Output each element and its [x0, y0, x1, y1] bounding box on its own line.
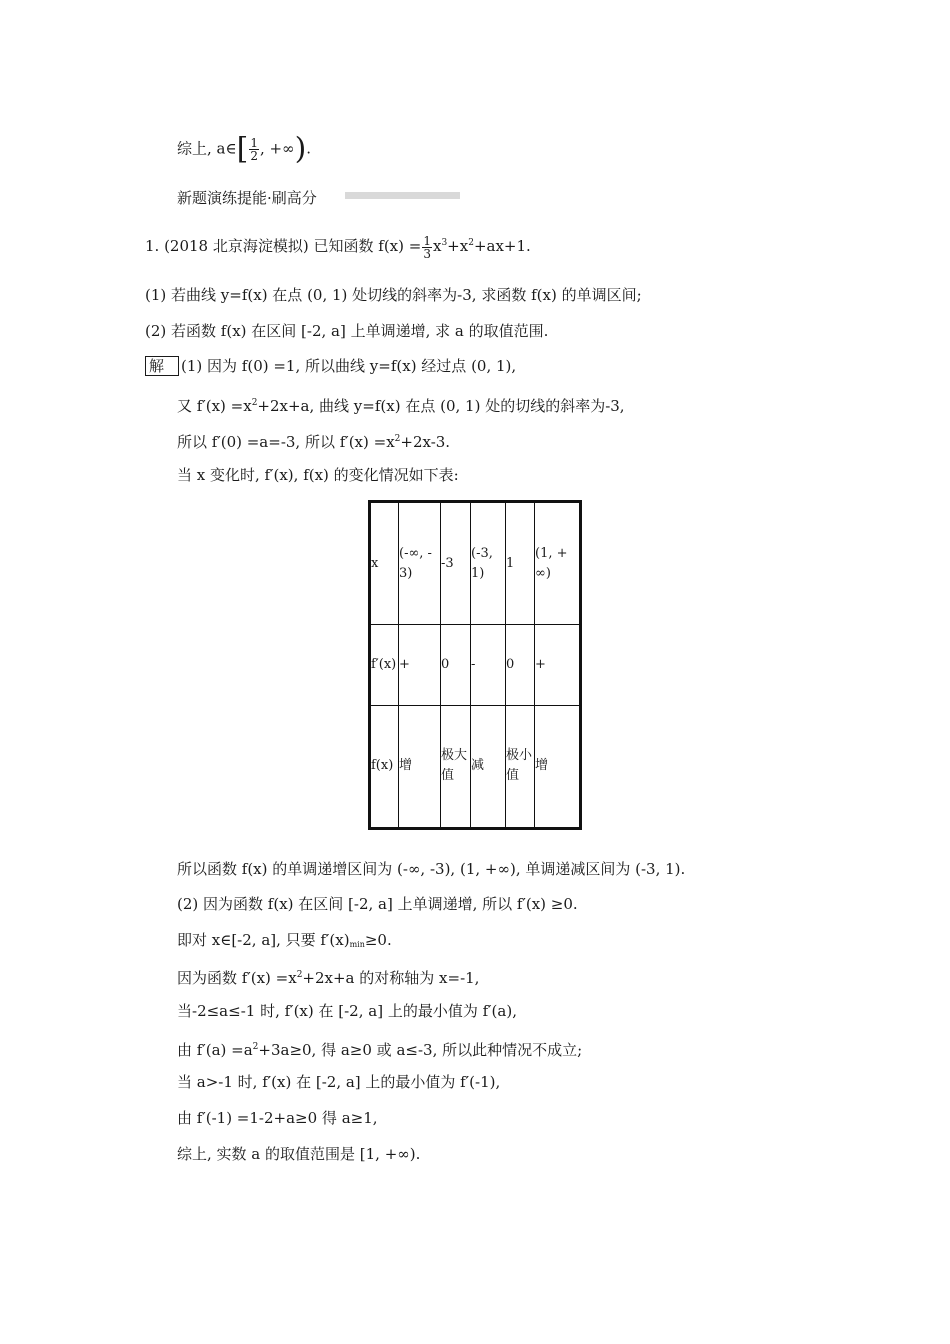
section-title: 新题演练提能·刷高分	[177, 189, 317, 207]
table-cell: (-∞, -3)	[399, 502, 441, 625]
table-cell: 增	[399, 705, 441, 828]
summary-line: 综上, a∈[ $\frac{1}{2}$ , +∞).	[177, 131, 312, 167]
table-cell: x	[370, 502, 399, 625]
left-bracket: [	[236, 131, 249, 167]
table-cell: -3	[441, 502, 471, 625]
solution-line-10: 由 $f'(a) =a^2+3a\ge 0$, 得 a≥0 或 a≤-3, 所以此种情况不成立;	[177, 1041, 583, 1059]
fraction-third: $\frac{1}{3}$	[423, 233, 431, 261]
table-cell: 减	[471, 705, 506, 828]
problem-part-2: (2) 若函数 f(x) 在区间 [-2, a] 上单调递增, 求 a 的取值范围.	[145, 322, 549, 340]
solution-line-9: 当-2≤a≤-1 时, f′(x) 在 [-2, a] 上的最小值为 f′(a),	[177, 1002, 517, 1020]
solution-line-3: 所以 f′(0) =a=-3, 所以 $f'(x) =x^2+2x-3$.	[177, 433, 451, 451]
solution-line-5: 所以函数 f(x) 的单调递增区间为 (-∞, -3), (1, +∞), 单调递减区间为 (-3, 1).	[177, 860, 686, 878]
table-cell: -	[471, 625, 506, 706]
solution-line-2: 又 $f'(x) =x^2+2x+a$, 曲线 y=f(x) 在点 (0, 1) 处的切线的斜率为-3,	[177, 397, 625, 415]
solution-line-6: (2) 因为函数 f(x) 在区间 [-2, a] 上单调递增, 所以 f′(x) ≥0.	[177, 895, 578, 913]
table-cell: (-3, 1)	[471, 502, 506, 625]
problem-statement: 1. (2018 北京海淀模拟) 已知函数 f(x) = $\frac{1}{3}$ $x^3+x^2+ax+1$.	[145, 233, 531, 261]
table-cell: +	[399, 625, 441, 706]
table-cell: 0	[506, 625, 535, 706]
solution-line-11: 当 a>-1 时, f′(x) 在 [-2, a] 上的最小值为 f′(-1),	[177, 1073, 501, 1091]
table-cell: 0	[441, 625, 471, 706]
table-row	[370, 502, 581, 625]
section-divider-bar	[345, 192, 460, 199]
table-cell: 增	[535, 705, 581, 828]
variation-table	[368, 500, 582, 830]
solution-line-13: 综上, 实数 a 的取值范围是 [1, +∞).	[177, 1145, 421, 1163]
solution-line-7: 即对 x∈[-2, a], 只要 $f'(x)_{min}\ge 0$.	[177, 931, 392, 949]
summary-rest: , +∞	[259, 139, 295, 158]
solution-label: 解	[145, 356, 179, 376]
table-cell: 极大值	[441, 705, 471, 828]
table-cell: f′(x)	[370, 625, 399, 706]
problem-part-1: (1) 若曲线 y=f(x) 在点 (0, 1) 处切线的斜率为-3, 求函数 f(x) 的单调区间;	[145, 286, 642, 304]
table-row	[370, 705, 581, 828]
table-row	[370, 625, 581, 706]
solution-line-4: 当 x 变化时, f′(x), f(x) 的变化情况如下表:	[177, 466, 459, 484]
right-paren: )	[294, 131, 307, 167]
fraction-half: $\frac{1}{2}$	[250, 136, 258, 163]
table-cell: +	[535, 625, 581, 706]
summary-prefix: 综上, a∈	[177, 139, 237, 158]
table-cell: (1, +∞)	[535, 502, 581, 625]
table-cell: 1	[506, 502, 535, 625]
table-cell: f(x)	[370, 705, 399, 828]
solution-line-1: 解 (1) 因为 f(0) =1, 所以曲线 y=f(x) 经过点 (0, 1),	[145, 355, 516, 377]
table-cell: 极小值	[506, 705, 535, 828]
solution-line-12: 由 f′(-1) =1-2+a≥0 得 a≥1,	[177, 1109, 378, 1127]
solution-line-8: 因为函数 $f'(x) =x^2+2x+a$ 的对称轴为 x=-1,	[177, 969, 480, 987]
